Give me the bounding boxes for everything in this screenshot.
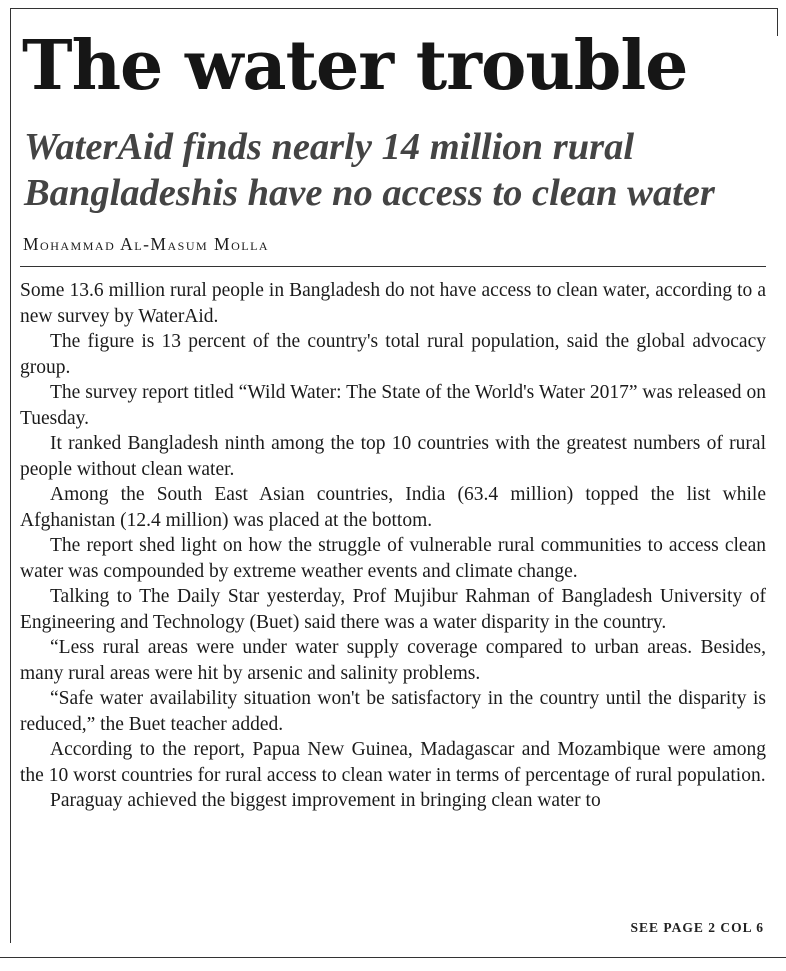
subheadline <box>24 124 774 216</box>
article-paragraph: It ranked Bangladesh ninth among the top 10 countries with the greatest numbers of rural people without clean water. <box>20 433 766 480</box>
article-paragraph: Talking to The Daily Star yesterday, Prof Mujibur Rahman of Bangladesh University of Engineering and Technology (Buet) said there was a water disparity in the country. <box>20 586 766 633</box>
byline-divider <box>20 266 766 267</box>
headline: The water trouble <box>22 26 688 106</box>
byline: Mohammad Al-Masum Molla <box>23 234 270 254</box>
article-paragraph: “Safe water availability situation won't be satisfactory in the country until the disparity is reduced,” the Buet teacher added. <box>20 688 766 735</box>
article-paragraph: The figure is 13 percent of the country's total rural population, said the global advocacy group. <box>20 331 766 378</box>
article-paragraph: Paraguay achieved the biggest improvement in bringing clean water to <box>50 790 601 811</box>
article-paragraph: Among the South East Asian countries, India (63.4 million) topped the list while Afghanistan (12.4 million) was placed at the bottom. <box>20 484 766 531</box>
article-body <box>20 278 766 814</box>
article-paragraph: The survey report titled “Wild Water: The State of the World's Water 2017” was released on Tuesday. <box>20 382 766 429</box>
article-paragraph: “Less rural areas were under water supply coverage compared to urban areas. Besides, many rural areas were hit by arsenic and salinity problems. <box>20 637 766 684</box>
subheadline-line-2: Bangladeshis have no access to clean water <box>24 172 715 214</box>
right-border-rule <box>777 8 778 36</box>
article-paragraph: According to the report, Papua New Guinea, Madagascar and Mozambique were among the 10 worst countries for rural access to clean water in terms of percentage of rural population. <box>20 739 766 786</box>
top-border-rule <box>10 8 778 9</box>
left-border-rule <box>10 8 11 943</box>
continuation-note: SEE PAGE 2 COL 6 <box>630 920 764 935</box>
article-paragraph: The report shed light on how the struggle of vulnerable rural communities to access clean water was compounded by extreme weather events and climate change. <box>20 535 766 582</box>
subheadline-line-1: WaterAid finds nearly 14 million rural <box>24 126 635 168</box>
bottom-border-rule <box>0 957 786 958</box>
article-paragraph: Some 13.6 million rural people in Bangladesh do not have access to clean water, according to a new survey by WaterAid. <box>20 280 766 327</box>
